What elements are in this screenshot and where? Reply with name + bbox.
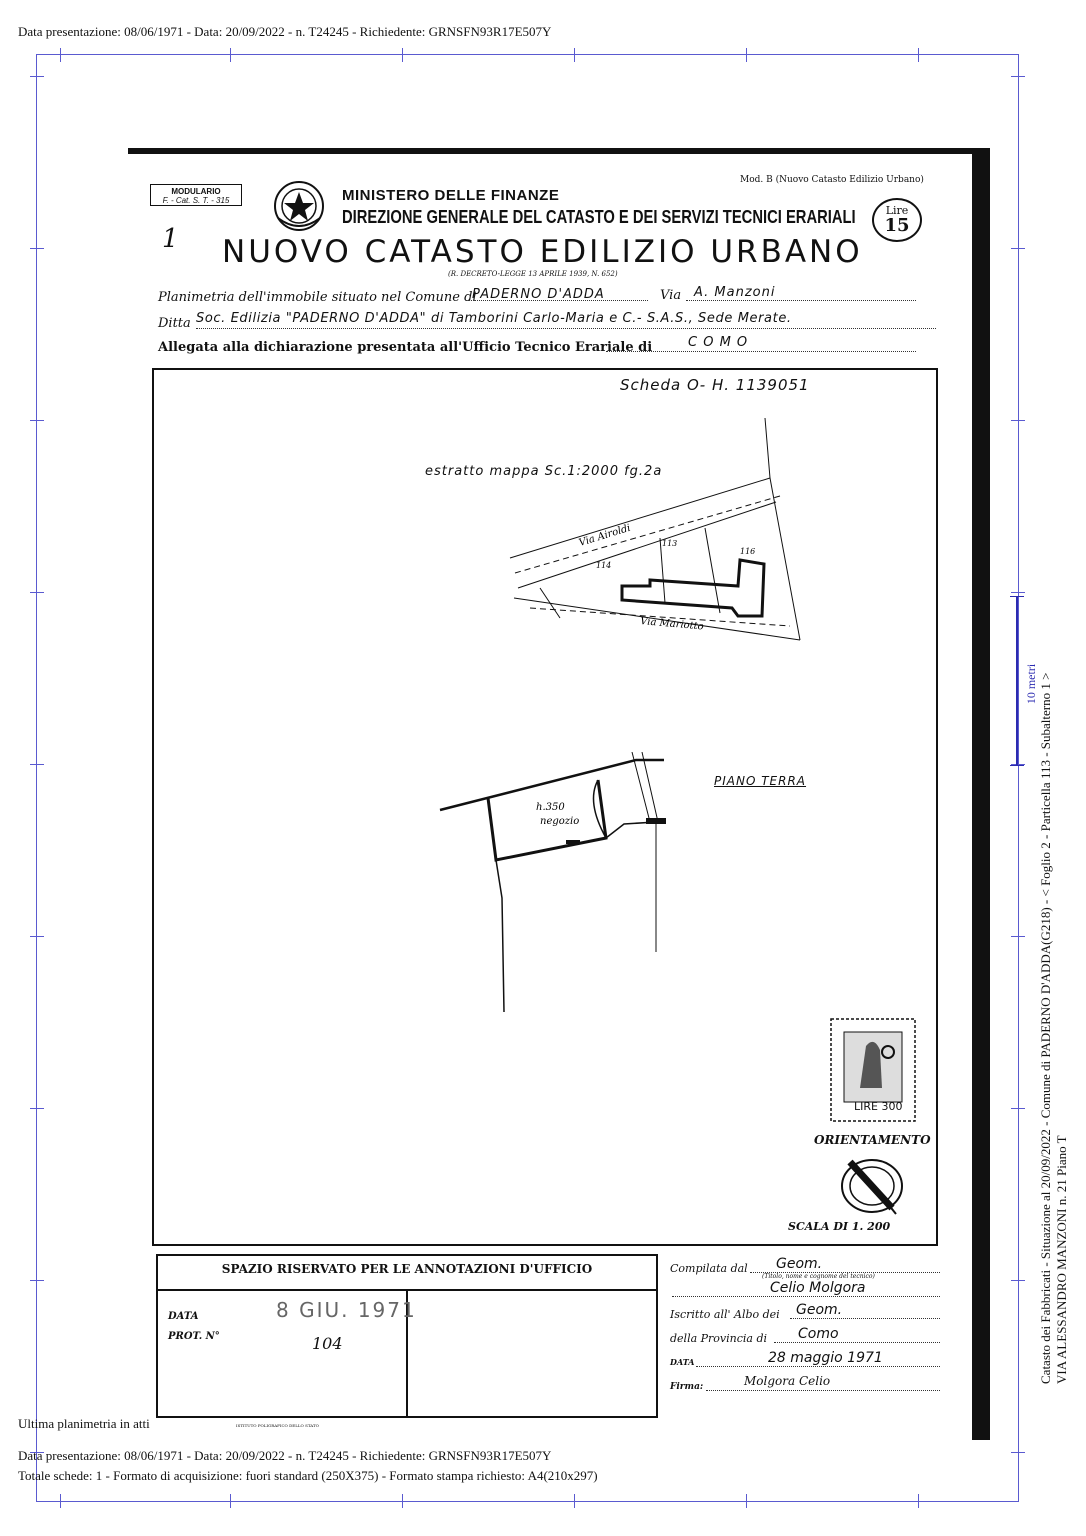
floor-label: PIANO TERRA <box>714 774 807 788</box>
registered-value: Geom. <box>796 1302 843 1318</box>
orientation-label: ORIENTAMENTO <box>814 1133 931 1147</box>
via-line <box>686 300 916 301</box>
form-title: NUOVO CATASTO EDILIZIO URBANO <box>222 234 863 270</box>
modulario-box <box>150 184 242 206</box>
ufficio-value: C O M O <box>688 335 749 350</box>
province-value: Como <box>798 1326 839 1342</box>
room-name: negozio <box>540 816 580 827</box>
lire-value: 15 <box>884 215 910 236</box>
lire-label: Lire <box>885 204 909 217</box>
scan-edge-shadow <box>972 148 990 1440</box>
side-cadastral-info: Catasto dei Fabbricati - Situazione al 20/09/2022 - Comune di PADERNO D'ADDA(G218) - < Foglio 2 - Particella 113 - Subalterno 1 > <box>1038 672 1053 1384</box>
ministry-title: MINISTERO DELLE FINANZE <box>342 187 560 204</box>
via-label: Via <box>660 288 682 303</box>
parcel-113: 113 <box>662 539 678 548</box>
province-line <box>774 1342 940 1343</box>
model-label: Mod. B (Nuovo Catasto Edilizio Urbano) <box>740 175 924 185</box>
stamp-value: LIRE 300 <box>854 1100 903 1113</box>
planimetria-label: Planimetria dell'immobile situato nel Comune di <box>158 290 477 305</box>
revenue-stamp <box>830 1018 916 1122</box>
planimetria-row <box>158 290 477 305</box>
map-extract-drawing <box>500 418 810 648</box>
signature-line <box>706 1390 940 1391</box>
allegata-label: Allegata alla dichiarazione presentata all'Ufficio Tecnico Erariale di <box>158 340 653 355</box>
province-label: della Provincia di <box>670 1332 768 1345</box>
compiled-by-note: (Titolo, nome e cognome del tecnico) <box>762 1273 875 1280</box>
header-info: Data presentazione: 08/06/1971 - Data: 20/09/2022 - n. T24245 - Richiedente: GRNSFN93R17E507Y <box>18 24 552 39</box>
scale-label: SCALA DI 1. 200 <box>788 1220 891 1233</box>
registered-label: Iscritto all' Albo dei <box>670 1308 780 1321</box>
room-height: h.350 <box>536 802 565 813</box>
ditta-value: Soc. Edilizia "PADERNO D'ADDA" di Tamborini Carlo-Maria e C.- S.A.S., Sede Merate. <box>196 311 792 326</box>
compiler-date-value: 28 maggio 1971 <box>768 1350 883 1366</box>
street-label-bottom: Via Mariotto <box>639 616 705 633</box>
footer-line-1: Data presentazione: 08/06/1971 - Data: 20/09/2022 - n. T24245 - Richiedente: GRNSFN93R17E507Y <box>18 1448 552 1463</box>
side-address: VIA ALESSANDRO MANZONI n. 21 Piano T <box>1054 1135 1069 1384</box>
via-value: A. Manzoni <box>694 285 776 300</box>
parcel-114: 114 <box>596 561 612 570</box>
ufficio-line <box>606 351 916 352</box>
office-prot-label: PROT. N° <box>168 1331 220 1342</box>
printer-note: ISTITUTO POLIGRAFICO DELLO STATO <box>236 1423 319 1428</box>
comune-value: PADERNO D'ADDA <box>472 287 605 302</box>
last-plan-label: Ultima planimetria in atti <box>18 1416 150 1431</box>
footer-line-2: Totale schede: 1 - Formato di acquisizione: fuori standard (250X375) - Formato stampa richiesto: A4(210x297) <box>18 1468 598 1483</box>
north-arrow-icon <box>836 1156 916 1216</box>
office-date-stamp: 8 GIU. 1971 <box>276 1298 417 1322</box>
compiler-date-label: DATA <box>670 1357 695 1367</box>
direction-title: DIREZIONE GENERALE DEL CATASTO E DEI SERVIZI TECNICI ERARIALI <box>342 207 856 227</box>
office-prot-value: 104 <box>312 1334 343 1353</box>
parcel-116: 116 <box>740 547 756 556</box>
modulario-label: MODULARIO <box>171 187 221 196</box>
ditta-line <box>196 328 936 329</box>
office-date-label: DATA <box>168 1311 199 1322</box>
decreto-note: (R. DECRETO-LEGGE 13 APRILE 1939, N. 652) <box>448 270 618 278</box>
compiled-by-value: Geom. <box>776 1256 823 1272</box>
compiler-name: Celio Molgora <box>770 1280 866 1296</box>
handwritten-mark: 1 <box>162 224 179 254</box>
map-extract-label: estratto mappa Sc.1:2000 fg.2a <box>425 464 663 479</box>
republic-emblem-icon <box>272 178 326 234</box>
scheda-number: Scheda O- H. 1139051 <box>620 376 810 394</box>
compiled-by-label: Compilata dal <box>670 1262 748 1275</box>
office-box-title: SPAZIO RISERVATO PER LE ANNOTAZIONI D'UFFICIO <box>221 1262 593 1276</box>
signature-label: Firma: <box>670 1382 704 1392</box>
ditta-label: Ditta <box>158 316 191 331</box>
signature-value: Molgora Celio <box>744 1374 831 1388</box>
lire-stamp <box>872 198 922 242</box>
floor-plan-drawing <box>436 752 676 1012</box>
scale-label-metri: 10 metri <box>1024 663 1038 705</box>
compiler-date-line <box>696 1366 940 1367</box>
name-line <box>672 1296 940 1297</box>
modulario-code: F. - Cat. S. T. - 315 <box>162 196 230 205</box>
street-label-top: Via Airoldi <box>577 522 632 549</box>
registered-line <box>790 1318 940 1319</box>
